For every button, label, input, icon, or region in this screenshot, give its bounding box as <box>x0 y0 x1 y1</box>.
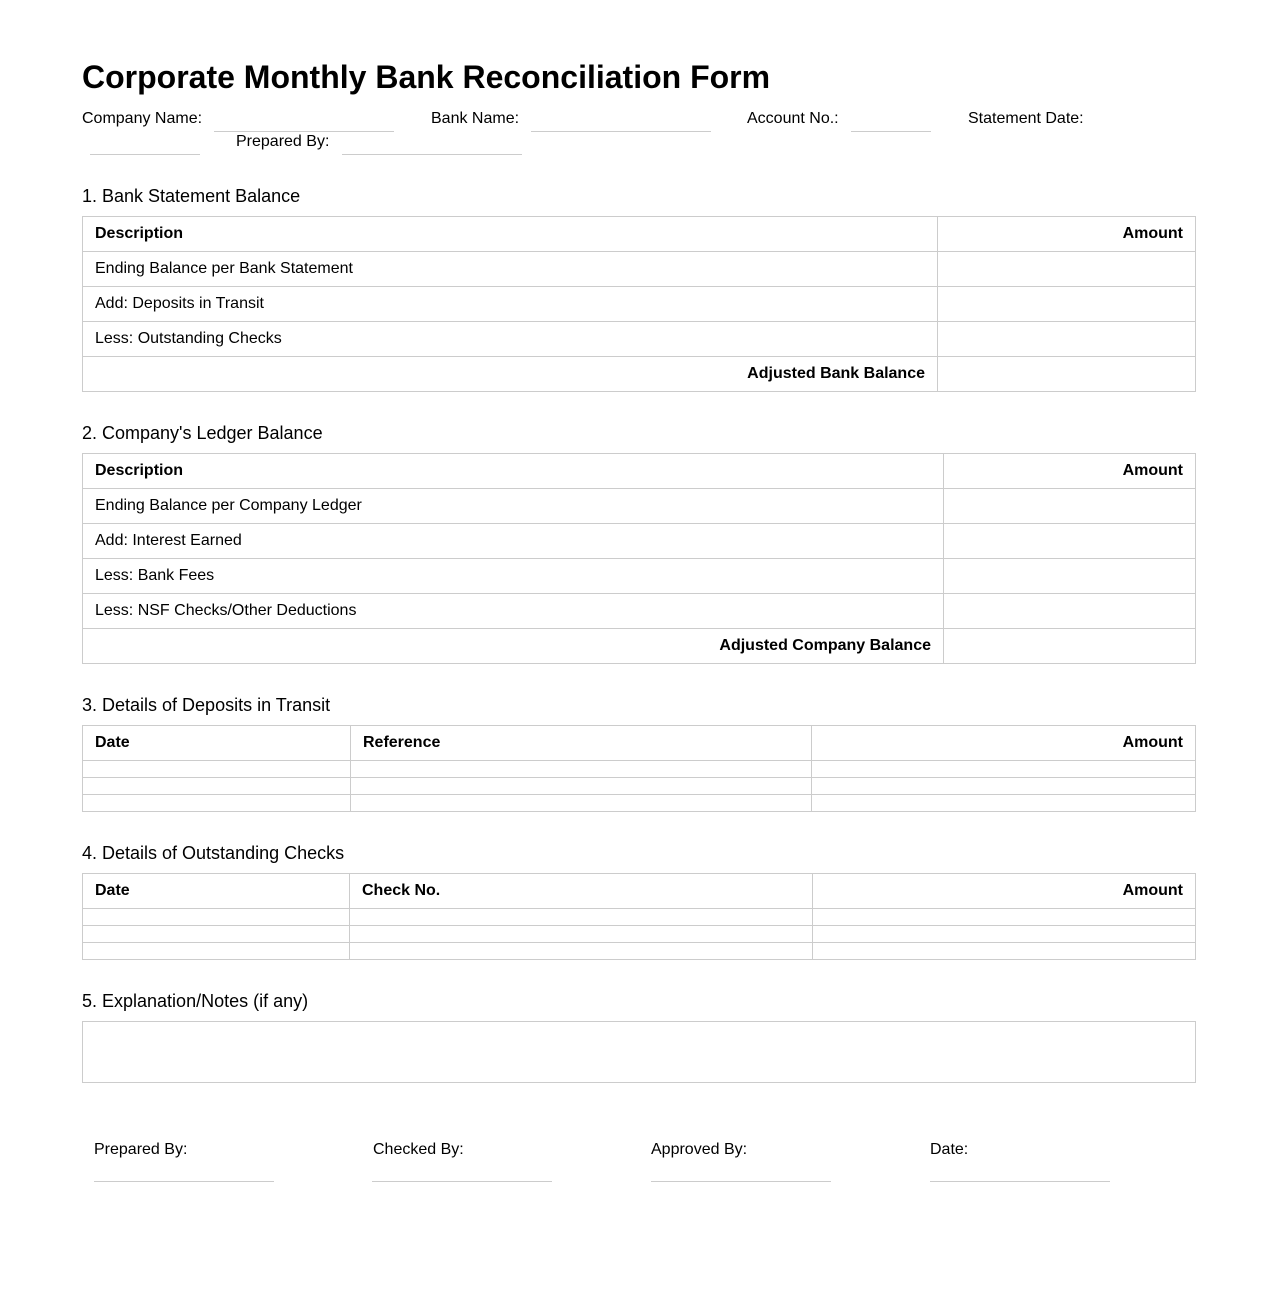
amount-cell[interactable] <box>938 252 1196 287</box>
deposits-table <box>82 725 1196 812</box>
signature-prepared-by-label: Prepared By: <box>94 1141 188 1158</box>
cell[interactable] <box>83 909 350 926</box>
amount-cell[interactable] <box>944 594 1196 629</box>
cell[interactable] <box>351 795 812 812</box>
amount-cell[interactable] <box>944 629 1196 664</box>
signature-prepared-by-field[interactable] <box>94 1181 274 1182</box>
table-row <box>83 594 1196 629</box>
table-row <box>83 322 1196 357</box>
total-row <box>83 357 1196 392</box>
row-label: Ending Balance per Company Ledger <box>83 489 944 524</box>
cell[interactable] <box>83 778 351 795</box>
cell[interactable] <box>812 795 1196 812</box>
row-label: Ending Balance per Bank Statement <box>83 252 938 287</box>
col-amount: Amount <box>813 874 1196 909</box>
amount-cell[interactable] <box>944 489 1196 524</box>
cell[interactable] <box>813 943 1196 960</box>
company-name-label: Company Name: <box>82 110 203 127</box>
section-1-title: 1. Bank Statement Balance <box>82 186 301 206</box>
notes-textarea[interactable] <box>82 1021 1196 1083</box>
amount-cell[interactable] <box>944 559 1196 594</box>
signature-date-field[interactable] <box>930 1181 1110 1182</box>
prepared-by-label: Prepared By: <box>236 133 330 150</box>
cell[interactable] <box>350 909 813 926</box>
cell[interactable] <box>813 909 1196 926</box>
signature-checked-by-label: Checked By: <box>373 1141 464 1158</box>
row-label: Add: Deposits in Transit <box>83 287 938 322</box>
col-check-no: Check No. <box>350 874 813 909</box>
total-row <box>83 629 1196 664</box>
section-3-title: 3. Details of Deposits in Transit <box>82 695 331 715</box>
col-amount: Amount <box>938 217 1196 252</box>
cell[interactable] <box>83 943 350 960</box>
signature-approved-by-field[interactable] <box>651 1181 831 1182</box>
cell[interactable] <box>83 795 351 812</box>
section-5-title: 5. Explanation/Notes (if any) <box>82 991 309 1011</box>
amount-cell[interactable] <box>938 322 1196 357</box>
cell[interactable] <box>83 761 351 778</box>
row-label: Less: NSF Checks/Other Deductions <box>83 594 944 629</box>
bank-statement-table <box>82 216 1196 392</box>
table-row <box>83 943 1196 960</box>
table-row <box>83 287 1196 322</box>
cell[interactable] <box>351 778 812 795</box>
ledger-table <box>82 453 1196 664</box>
section-4-title: 4. Details of Outstanding Checks <box>82 843 345 863</box>
table-row <box>83 909 1196 926</box>
col-description: Description <box>83 217 938 252</box>
table-row <box>83 795 1196 812</box>
table-row <box>83 524 1196 559</box>
row-label: Less: Bank Fees <box>83 559 944 594</box>
account-no-label: Account No.: <box>747 110 839 127</box>
cell[interactable] <box>350 926 813 943</box>
table-row <box>83 252 1196 287</box>
cell[interactable] <box>812 778 1196 795</box>
col-date: Date <box>83 726 351 761</box>
col-description: Description <box>83 454 944 489</box>
account-no-field[interactable] <box>851 131 931 132</box>
table-row <box>83 778 1196 795</box>
signature-approved-by-label: Approved By: <box>651 1141 748 1158</box>
row-label: Less: Outstanding Checks <box>83 322 938 357</box>
bank-name-label: Bank Name: <box>431 110 520 127</box>
signature-date-label: Date: <box>930 1141 969 1158</box>
cell[interactable] <box>350 943 813 960</box>
table-row <box>83 761 1196 778</box>
section-2-title: 2. Company's Ledger Balance <box>82 423 323 443</box>
table-row <box>83 926 1196 943</box>
statement-date-label: Statement Date: <box>968 110 1084 127</box>
total-label: Adjusted Bank Balance <box>83 357 938 392</box>
col-reference: Reference <box>351 726 812 761</box>
amount-cell[interactable] <box>938 287 1196 322</box>
cell[interactable] <box>813 926 1196 943</box>
signature-checked-by-field[interactable] <box>372 1181 552 1182</box>
cell[interactable] <box>83 926 350 943</box>
statement-date-field[interactable] <box>90 154 200 155</box>
page-title: Corporate Monthly Bank Reconciliation Form <box>82 59 771 95</box>
company-name-field[interactable] <box>214 131 394 132</box>
col-date: Date <box>83 874 350 909</box>
prepared-by-field[interactable] <box>342 154 522 155</box>
cell[interactable] <box>351 761 812 778</box>
col-amount: Amount <box>812 726 1196 761</box>
total-label: Adjusted Company Balance <box>83 629 944 664</box>
amount-cell[interactable] <box>938 357 1196 392</box>
row-label: Add: Interest Earned <box>83 524 944 559</box>
checks-table <box>82 873 1196 960</box>
bank-name-field[interactable] <box>531 131 711 132</box>
amount-cell[interactable] <box>944 524 1196 559</box>
cell[interactable] <box>812 761 1196 778</box>
col-amount: Amount <box>944 454 1196 489</box>
table-row <box>83 489 1196 524</box>
table-row <box>83 559 1196 594</box>
